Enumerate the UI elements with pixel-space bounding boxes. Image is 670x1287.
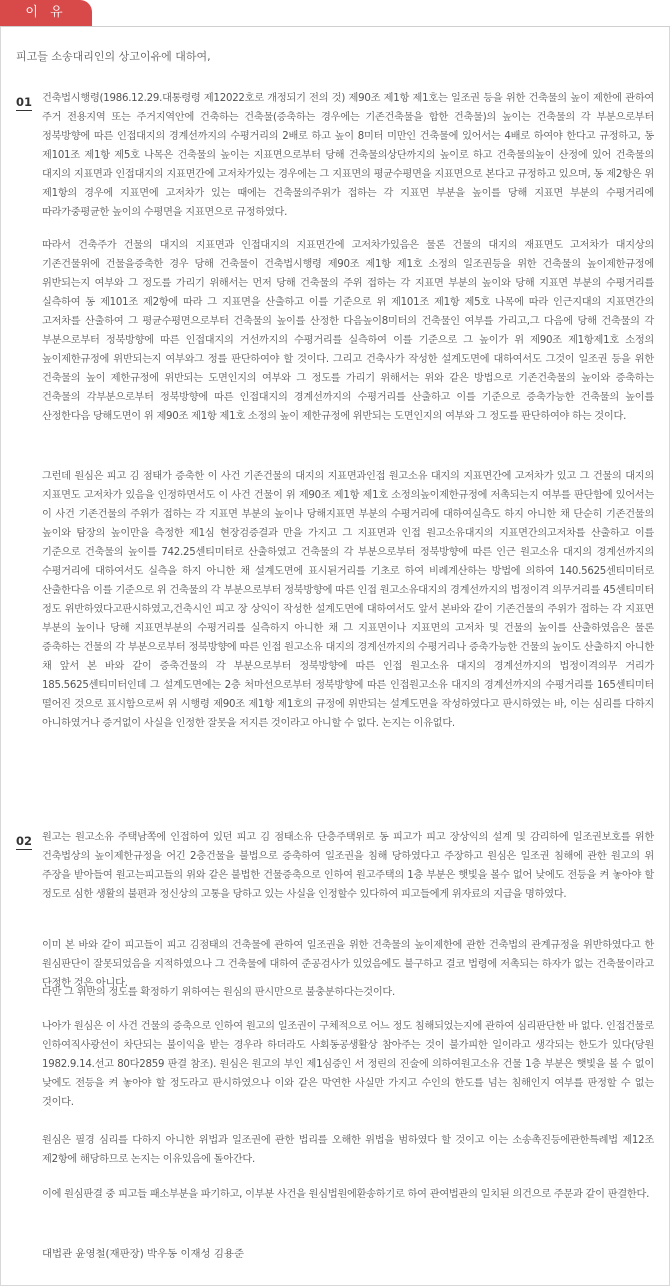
- judges-signature: 대법관 윤영철(재판장) 박우동 이재성 김용준: [42, 1248, 244, 1260]
- reason-tab[interactable]: 이 유: [0, 0, 92, 26]
- section-02-paragraph-5: 원심은 필경 심리를 다하지 아니한 위법과 일조권에 관한 법리를 오해한 위법을 범하였다 할 것이고 이는 소송촉진등에관한특례법 제12조 제2항에 해당하므로 논지는 이유있음에 돌아간다.: [42, 1135, 654, 1165]
- section-01-paragraph-1: 건축법시행령(1986.12.29.대통령령 제12022호로 개정되기 전의 것) 제90조 제1항 제1호는 일조권 등을 위한 건축물의 높이 제한에 관하여 주거 전용지역 또는 주거지역안에 건축하는 건축물(증축하는 경우에는 기존건축물을 합한 건축물)의 높이는 건축물의 각 부분으로부터 정북방향에 따른 인접대지의 경계선까지의 수평거리의 2배로 하고 높이 8미터 미만인 건축물에 있어서는 4배로 하여야 한다고 규정하고, 동 제101조 제1항 제5호 나목은 건축물의 높이는 지표면으로부터 당해 건축물의상단까지의 높이로 하고 건축물의높이 산정에 있어 건축물의 대지의 지표면과 인접대지의 지표면간에 고저차가있는 경우에는 그 지표면의 평균수평면을 지표면으로 본다고 규정하고 있으며, 동 제2항은 위 제1항의 경우에 지표면에 고저차가 있는 때에는 건축물의주위가 접하는 각 지표면 부분을 높이를 당해 지표면 부분의 수평거리에 따라가중평균한 높이의 수평면을 지표면으로 규정하였다.: [42, 93, 654, 218]
- section-02-paragraph-3: 다만 그 위반의 정도를 확정하기 위하여는 원심의 판시만으로 불충분하다는것이다.: [42, 987, 395, 998]
- section-01-paragraph-2: 따라서 건축주가 건물의 대지의 지표면과 인접대지의 지표면간에 고저차가있음은 물론 건물의 대지의 재표면도 고저차가 대지상의 기존건물위에 건물을증축한 경우 당해 건축물이 건축법시행령 제90조 제1항 제1호 소정의 일조권등을 위한 건축물의 높이제한규정에 위반되는지 여부와 그 정도를 가리기 위해서는 먼저 당해 건축물의 주위 접하는 각 지표면 부분의 높이와 당해 지표면 부분의 수평거리를 실측하여 동 제101조 제2항에 따라 그 지표면을 산출하고 이를 기준으로 위 제101조 제1항 제5호 나목에 따라 인근지대의 지표면간의 고저차를 산출하여 그 평균수평면으로부터 건축물의 높이를 산정한 다음높이8미터의 건축물인 여부를 가리고,그 다음에 당해 건축물의 각 부분으로부터 정북방향에 따른 인접대지의 거선까지의 수평거리를 실측하여 이를 기준으로 그 높이가 위 제90조 제1항제1호 소정의 높이제한규정에 위반되는지 여부와그 정를 판단하여야 할 것이다. 그리고 건축사가 작성한 설계도면에 대하여서도 그것이 일조권 등을 위한 건축물의 높이 제한규정에 위반되는 도면인지의 여부와 그 정도를 가리기 위해서는 위와 같은 방법으로 기존건축물의 높이와 증축하는 건축물의 각부분으로부터 정북방향에 따른 인접대지의 경계선까지의 수평거리를 산출하고 이를 기준으로 증축가능한 건축물의 높이를 산정한다음 당해도면이 위 제90조 제1항 제1호 소정의 높이 제한규정에 위반되는 도면인지의 여부와 그 정도를 판단하여야 하는 것이다.: [42, 240, 654, 422]
- section-01-paragraph-3: 그런데 원심은 피고 김 점태가 증축한 이 사건 기존건물의 대지의 지표면과인접 원고소유 대지의 지표면간에 고저차가 있고 그 건물의 대지의 지표면도 고저차가 있음을 인정하면서도 이 사건 건물이 위 제90조 제1항 제1호 소정의높이제한규정에 저촉되는지 여부를 판단함에 있어서는 이 사건 기존건물의 주위가 접하는 각 지표면 부분의 높이나 당해지표면 부분의 수평거리에 대하여실측도 하지 아니한 채 단순히 기존건물의 높이와 탐장의 높이만을 측정한 제1심 현장검증결과 만을 가지고 그 지표면과 인접 원고소유대지의 지표면간의고저차를 산출하고 이를 기준으로 건축물의 높이를 742.25센티미터로 산출하였고 건축물의 각 부분으로부터 정북방향에 따른 인근 원고소유 대지의 경계선까지의 수평거리에 대하여서도 실측을 하지 아니한 채 설계도면에 표시된거리를 기초로 하여 비례계산하는 방법에 의하여 140.5625센티미터로 산출한다음 이를 기준으로 위 건축물의 각 부분으로부터 정북방향에 따른 인접 원고소유대지의 경계선까지의 법정이격 의무거리를 45센티미터 정도 위반하였다고판시하였고,건축시인 피고 장 상익이 작성한 설계도면에 대하여서도 앞서 본바와 같이 기존건물의 주위가 접하는 각 지표면 부분의 높이나 당해 지표면부분의 수평거리를 실측하지 아니한 채 그 지표면이나 지표면의 고저차 및 건물의 높이를 산출하였음은 물론 증축하는 건물의 각 부분으로부터 정북방향에 따른 인접 원고소유 대지의 경계선까지의 수평거리나 증축가능한 건물의 높이도 산출하지 아니한 채 앞서 본 바와 같이 증축건물의 각 부분으로부터 정북방향에 따른 인접 원고소유 대지의 경계선까지의 법정이격의무 거리가 185.5625센티미터인데 그 설계도면에는 2층 처마선으로부터 정북방향에 따른 인접원고소유 대지의 경계선까지의 수평거리를 165센티미터 떨어진 것으로 표시함으로써 위 시행령 제90조 제1항 제1호의 규정에 위반되는 설계도면을 작성하였다고 판시하였는 바, 이는 심리를 다하지 아니하였거나 증거없이 사실을 인정한 잘못을 저지른 것이라고 아니할 수 없다. 논지는 이유없다.: [42, 471, 654, 729]
- section-02-paragraph-4: 나아가 원심은 이 사건 건물의 증축으로 인하여 원고의 일조권이 구체적으로 어느 정도 침해되었는지에 관하여 심리판단한 바 없다. 인접건물로 인하여직사광선이 차단되는 불이익을 받는 경우라 하더라도 사회동공생활상 참아주는 것이 불가피한 일이라고 생각되는 한도가 있다(당원 1982.9.14.선고 80다2859 판결 참조). 원심은 원고의 부인 제1심증인 서 정린의 진술에 의하여원고소유 건물 1층 부분은 햇빛을 볼 수 없이 낮에도 전등을 켜 놓아야 할 정도라고 판시하였으나 이와 같은 막연한 사실만 가지고 수인의 한도를 넘는 침해인지 여부를 판정할 수 없는 것이다.: [42, 1021, 654, 1108]
- section-number-01: 01: [16, 95, 33, 109]
- section-02-paragraph-1: 원고는 원고소유 주택남쪽에 인접하여 있던 피고 김 점태소유 단층주택위로 동 피고가 피고 장상익의 설계 및 감리하에 일조권보호를 위한 건축법상의 높이제한규정을 어긴 2층건물을 불법으로 증축하여 일조권을 침해 당하였다고 주장하고 원심은 일조권 침해에 관한 원고의 위 주장을 받아들여 원고는피고들의 위와 같은 불법한 건물증축으로 인하여 원고주택의 1층 부분은 햇빛을 볼수 없어 낮에도 전등을 켜 놓아야 할 정도로 심한 생활의 불편과 정신상의 고통을 당하고 있는 사실을 인정할수 있다하여 피고들에게 위자료의 지급을 명하였다.: [42, 832, 654, 900]
- section-02-paragraph-2: 이미 본 바와 같이 피고들이 피고 김점태의 건축물에 관하여 일조권을 위한 건축물의 높이제한에 관한 건축법의 관계규정을 위반하였다고 한 원심판단이 잘못되었음을 지적하였으나 그 건축물에 대하여 준공검사가 있었음에도 불구하고 결코 법령에 저촉되는 하자가 없는 건축물이라고 단정한 것은 아니다.: [42, 940, 654, 989]
- section-number-02: 02: [16, 834, 33, 848]
- intro-text: 피고들 소송대리인의 상고이유에 대하여,: [16, 50, 211, 63]
- section-02-paragraph-6: 이에 원심판결 중 피고들 패소부분을 파기하고, 이부분 사건을 원심법원에환송하기로 하여 관여법관의 일치된 의건으로 주문과 같이 판결한다.: [42, 1189, 650, 1200]
